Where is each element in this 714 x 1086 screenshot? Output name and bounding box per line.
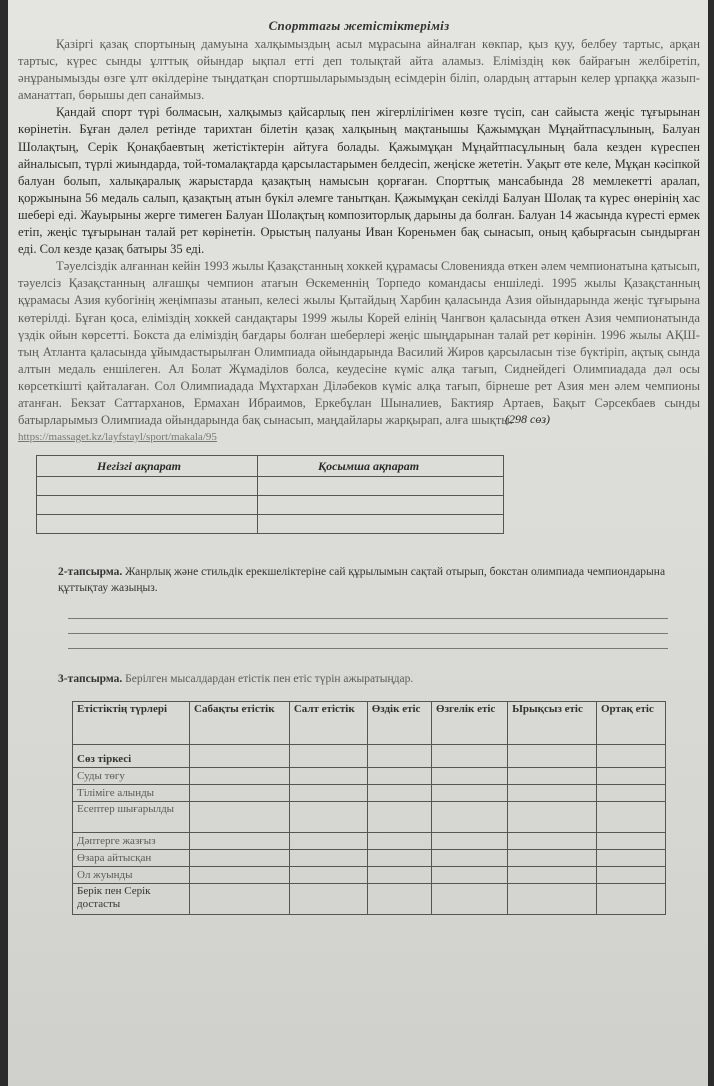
verb-table bbox=[72, 701, 666, 915]
answer-cell[interactable] bbox=[289, 768, 367, 785]
answer-cell[interactable] bbox=[367, 745, 431, 768]
answer-line[interactable] bbox=[68, 604, 668, 619]
answer-cell[interactable] bbox=[367, 785, 431, 802]
answer-cell[interactable] bbox=[367, 867, 431, 884]
info-table-row bbox=[37, 496, 504, 515]
answer-cell[interactable] bbox=[508, 833, 597, 850]
header-verb-types: Етістіктің түрлері bbox=[73, 702, 190, 745]
header-causative: Өзгелік етіс bbox=[432, 702, 508, 745]
answer-cell[interactable] bbox=[289, 884, 367, 915]
answer-line[interactable] bbox=[68, 619, 668, 634]
answer-cell[interactable] bbox=[432, 768, 508, 785]
task-2-text: Жанрлық және стильдік ерекшеліктеріне сай құрылымын сақтай отырып, бокстан олимпиада чемпиондарына құттықтау жазыңыз. bbox=[58, 566, 666, 595]
answer-cell[interactable] bbox=[508, 867, 597, 884]
answer-cell[interactable] bbox=[508, 850, 597, 867]
answer-cell[interactable] bbox=[190, 768, 290, 785]
row-label: Тіліміге алынды bbox=[73, 785, 190, 802]
answer-cell[interactable] bbox=[508, 884, 597, 915]
answer-cell[interactable] bbox=[289, 745, 367, 768]
paragraph-2: Қандай спорт түрі болмасын, халқымыз қайсарлық пен жігерлілігімен көзге түсіп, сан сайыста жеңіс тұғырынан көрінетін. Бұған дәлел ретінде тарихтан білетін қазақ халқының мақтанышы Қажымұқан Мұңайтпасұлының, Балуан Шолақтың, Серік Қонақбаевтың жетістіктерін айтуға болады. Қажымұқан Мұңайтпасұлының бала кезден күреспен айналысып, түрлі жиындарда, той-томалақтарда қарсыластарымен белдесіп, жеңіске жететін. Уақыт өте келе, Мұқан кәсіпкой балуан болып, халықаралық жарыстарда қазақтың намысын қорғаған. Спорттық мансабында 28 мемлекетті аралап, қоржынына 56 медаль салып, қазақтың атын бүкіл әлемге танытқан. Қажымұқан секілді Балуан Шолақ та күрес өнерінің хас шебері еді. Жауырыны жерге тимеген Балуан Шолақтың композиторлық дарыны да болған. Балуан 14 жасында күресті ермек етіп, жеңіс тұғырынан талай рет көрінетін. Орыстың палуаны Иван Кореньмен бақ сынасып, оның қабырғасын сындырған еді. Сол кезде қазақ батыры 35 еді. bbox=[18, 105, 700, 257]
verb-table-row bbox=[73, 768, 666, 785]
answer-cell[interactable] bbox=[508, 785, 597, 802]
answer-cell[interactable] bbox=[508, 745, 597, 768]
verb-table-row bbox=[73, 745, 666, 768]
answer-cell[interactable] bbox=[367, 833, 431, 850]
answer-cell[interactable] bbox=[596, 833, 665, 850]
row-label: Өзара айтысқан bbox=[73, 850, 190, 867]
answer-cell[interactable] bbox=[190, 785, 290, 802]
info-cell[interactable] bbox=[257, 515, 503, 534]
header-extra-info: Қосымша ақпарат bbox=[257, 456, 503, 477]
answer-cell[interactable] bbox=[508, 802, 597, 833]
info-cell[interactable] bbox=[37, 496, 258, 515]
answer-cell[interactable] bbox=[367, 802, 431, 833]
info-table bbox=[36, 455, 504, 534]
row-label: Берік пен Серік достасты bbox=[73, 884, 190, 915]
header-passive: Ырықсыз етіс bbox=[508, 702, 597, 745]
task-2 bbox=[58, 564, 668, 596]
paragraph-3: Тәуелсіздік алғаннан кейін 1993 жылы Қазақстанның хоккей құрамасы Словенияда өткен әлем чемпионатына қатысып, тәуелсіз Қазақстанның алғашқы чемпион атағын Өскеменнің Торпедо командасы еншіледі. 1995 жылы Қазақстанның құрамасы Азия кубогінің жеңімпазы атанып, келесі жылы Қытайдың Харбин қаласында Азия ойындарында жеңіс тұғырына көтерілді. Бұған қоса, еліміздің хоккей сандақтары 1999 жылы Корей елінің Чангвон қаласында өткен Азия чемпионатында үздік ойын көрсетті. Бокста да еліміздің бағдары болған шеберлері жеңіс шыңдарынан талай рет көрінін. 1996 жылы АҚШ-тың Атланта қаласында ұйымдастырылған Олимпиада ойындарында Василий Жиров қарсыласын тізе бүктіріп, ақтық сында алтын медаль еншілеген. Ал Болат Жұмаділов болса, кеудесіне күміс алқа тағып, Сиднейдегі Олимпиадада дәл осы көрсеткішті қайталаған. Сол Олимпиадада Мұхтархан Діләбеков күміс алқа тағып, бірнеше рет Азия мен әлем чемпионы атанған. Бекзат Саттарханов, Ермахан Ибраимов, Еркебұлан Шыналиев, Бактияр Артаев, Бақыт Сәрсекбаев сынды батырларымыз Олимпиада ойындарында бақ сынасып, маңдайлары жарқырап, алға шықты. bbox=[18, 259, 700, 428]
header-reciprocal: Ортақ етіс bbox=[596, 702, 665, 745]
info-cell[interactable] bbox=[257, 477, 503, 496]
task-3-label: 3-тапсырма. bbox=[58, 673, 123, 686]
row-label: Ол жуынды bbox=[73, 867, 190, 884]
task-3 bbox=[58, 671, 668, 687]
answer-cell[interactable] bbox=[432, 850, 508, 867]
answer-cell[interactable] bbox=[596, 745, 665, 768]
answer-cell[interactable] bbox=[596, 867, 665, 884]
worksheet-page bbox=[8, 0, 708, 1086]
header-transitive: Сабақты етістік bbox=[190, 702, 290, 745]
answer-cell[interactable] bbox=[289, 850, 367, 867]
row-label: Сөз тіркесі bbox=[73, 745, 190, 768]
answer-cell[interactable] bbox=[432, 884, 508, 915]
header-main-info: Негізгі ақпарат bbox=[37, 456, 258, 477]
answer-line[interactable] bbox=[68, 634, 668, 649]
answer-cell[interactable] bbox=[596, 884, 665, 915]
info-table-row bbox=[37, 515, 504, 534]
answer-cell[interactable] bbox=[367, 850, 431, 867]
answer-cell[interactable] bbox=[596, 850, 665, 867]
answer-cell[interactable] bbox=[596, 802, 665, 833]
header-reflexive: Өздік етіс bbox=[367, 702, 431, 745]
answer-cell[interactable] bbox=[432, 802, 508, 833]
answer-cell[interactable] bbox=[289, 833, 367, 850]
info-cell[interactable] bbox=[37, 515, 258, 534]
answer-cell[interactable] bbox=[367, 884, 431, 915]
paragraph-1: Қазіргі қазақ спортының дамуына халқымыздың асыл мұрасына айналған көкпар, қыз қуу, белбеу тартыс, арқан тартыс, күрес сынды ұлттық ойындар ықпал етті деп толықтай айта аламыз. Еліміздің көк байрағын желбіретіп, әнұранымызды өзге ұлт өкілдеріне тыңдатқан спортшыларымыздың есімдерін біліп, олардың аттарын келер ұрпаққа жазып-аманаттап, бөрышы деп санаймыз. bbox=[18, 37, 700, 103]
answer-cell[interactable] bbox=[432, 745, 508, 768]
task-3-text: Берілген мысалдардан етістік пен етіс түрін ажыратыңдар. bbox=[125, 673, 414, 686]
document-title: Спорттағы жетістіктеріміз bbox=[268, 18, 450, 33]
row-label: Дәптерге жазғыз bbox=[73, 833, 190, 850]
row-label: Есептер шығарылды bbox=[73, 802, 190, 833]
verb-table-row bbox=[73, 850, 666, 867]
answer-cell[interactable] bbox=[190, 833, 290, 850]
answer-cell[interactable] bbox=[596, 768, 665, 785]
answer-cell[interactable] bbox=[432, 833, 508, 850]
answer-cell[interactable] bbox=[190, 802, 290, 833]
info-cell[interactable] bbox=[37, 477, 258, 496]
answer-cell[interactable] bbox=[289, 867, 367, 884]
verb-table-row bbox=[73, 833, 666, 850]
answer-cell[interactable] bbox=[190, 850, 290, 867]
info-table-row bbox=[37, 477, 504, 496]
answer-cell[interactable] bbox=[289, 785, 367, 802]
verb-table-row bbox=[73, 884, 666, 915]
source-link[interactable]: https://massaget.kz/layfstayl/sport/makala/95 bbox=[18, 431, 217, 444]
row-label: Суды төгу bbox=[73, 768, 190, 785]
verb-table-row bbox=[73, 802, 666, 833]
answer-cell[interactable] bbox=[432, 867, 508, 884]
answer-cell[interactable] bbox=[190, 867, 290, 884]
answer-cell[interactable] bbox=[596, 785, 665, 802]
verb-table-header-row bbox=[73, 702, 666, 745]
task-2-label: 2-тапсырма. bbox=[58, 566, 123, 579]
verb-table-row bbox=[73, 867, 666, 884]
word-count: (298 сөз) bbox=[505, 412, 550, 427]
verb-table-row bbox=[73, 785, 666, 802]
answer-cell[interactable] bbox=[190, 745, 290, 768]
info-table-header-row bbox=[37, 456, 504, 477]
answer-cell[interactable] bbox=[508, 768, 597, 785]
answer-cell[interactable] bbox=[289, 802, 367, 833]
header-intransitive: Салт етістік bbox=[289, 702, 367, 745]
info-cell[interactable] bbox=[257, 496, 503, 515]
answer-cell[interactable] bbox=[367, 768, 431, 785]
answer-cell[interactable] bbox=[190, 884, 290, 915]
answer-cell[interactable] bbox=[432, 785, 508, 802]
